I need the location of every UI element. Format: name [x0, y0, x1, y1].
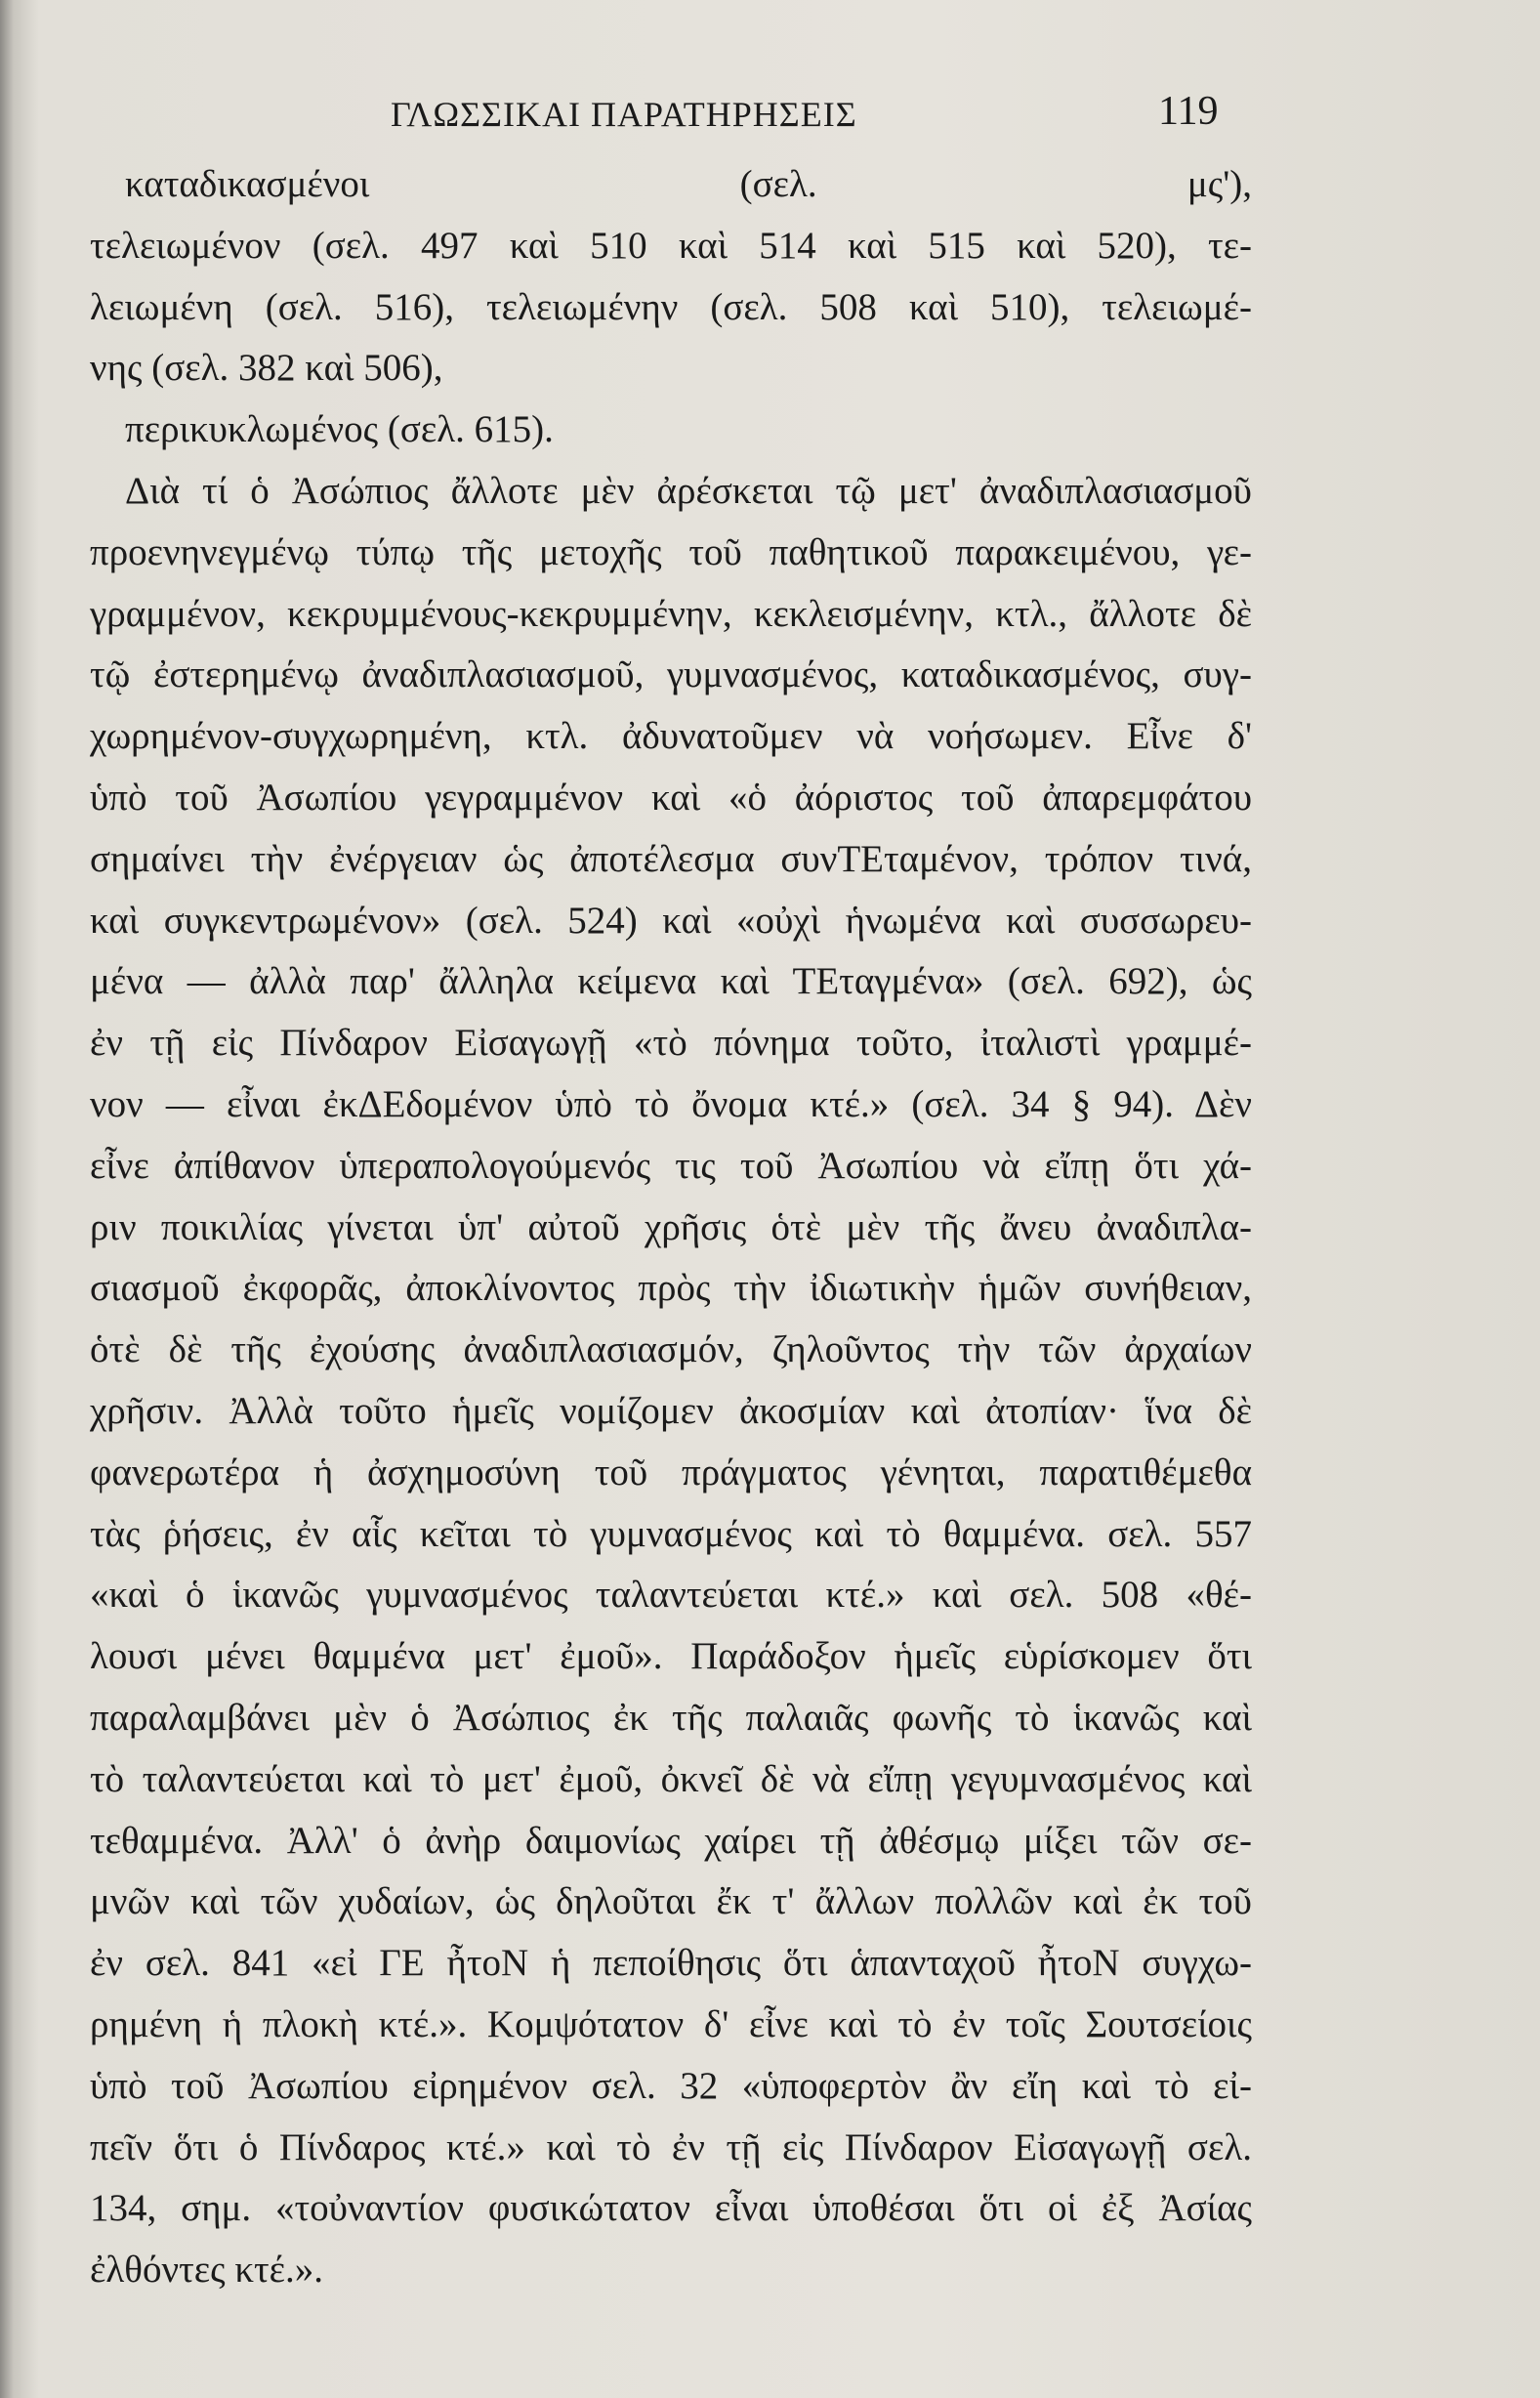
text-line: τεθαμμένα. Ἀλλ' ὁ ἀνὴρ δαιμονίως χαίρει τῇ ἀθέσμῳ μίξει τῶν σε-	[90, 1819, 1252, 1862]
text-line: ἐλθόντες κτέ.».	[90, 2249, 324, 2292]
text-line: χωρημένον-συγχωρημένη, κτλ. ἀδυνατοῦμεν νὰ νοήσωμεν. Εἶνε δ'	[90, 715, 1252, 758]
text-line: λειωμένη (σελ. 516), τελειωμένην (σελ. 508 καὶ 510), τελειωμέ-	[90, 285, 1252, 328]
text-line: χρῆσιν. Ἀλλὰ τοῦτο ἡμεῖς νομίζομεν ἀκοσμίαν καὶ ἀτοπίαν· ἵνα δὲ	[90, 1389, 1252, 1432]
text-line: φανερωτέρα ἡ ἀσχημοσύνη τοῦ πράγματος γένηται, παρατιθέμεθα	[90, 1451, 1252, 1493]
text-line: 134, σημ. «τοὐναντίον φυσικώτατον εἶναι ὑποθέσαι ὅτι οἱ ἐξ Ἀσίας	[90, 2187, 1252, 2230]
text-line: ὑπὸ τοῦ Ἀσωπίου εἰρημένον σελ. 32 «ὑποφερτὸν ἂν εἴη καὶ τὸ εἰ-	[90, 2064, 1252, 2107]
text-line: σιασμοῦ ἐκφορᾶς, ἀποκλίνοντος πρὸς τὴν ἰδιωτικὴν ἡμῶν συνήθειαν,	[90, 1267, 1252, 1310]
text-line: πεῖν ὅτι ὁ Πίνδαρος κτέ.» καὶ τὸ ἐν τῇ εἰς Πίνδαρον Εἰσαγωγῇ σελ.	[90, 2125, 1252, 2168]
text-line: εἶνε ἀπίθανον ὑπεραπολογούμενός τις τοῦ Ἀσωπίου νὰ εἴπῃ ὅτι χά-	[90, 1144, 1252, 1187]
text-line: νον — εἶναι ἐκΔΕδομένον ὑπὸ τὸ ὄνομα κτέ.» (σελ. 34 § 94). Δὲν	[90, 1082, 1252, 1125]
text-line: περικυκλωμένος (σελ. 615).	[125, 408, 554, 451]
text-line: τῷ ἐστερημένῳ ἀναδιπλασιασμοῦ, γυμνασμένος, καταδικασμένος, συγ-	[90, 653, 1252, 696]
text-line: ὑπὸ τοῦ Ἀσωπίου γεγραμμένον καὶ «ὁ ἀόριστος τοῦ ἀπαρεμφάτου	[90, 776, 1252, 819]
text-line: καταδικασμένοι (σελ. μς'),	[125, 163, 1252, 205]
text-line: τὰς ῥήσεις, ἐν αἷς κεῖται τὸ γυμνασμένος καὶ τὸ θαμμένα. σελ. 557	[90, 1512, 1252, 1555]
text-line: σημαίνει τὴν ἐνέργειαν ὡς ἀποτέλεσμα συνΤΕταμένον, τρόπον τινά,	[90, 837, 1252, 880]
text-line: μένα — ἀλλὰ παρ' ἄλληλα κείμενα καὶ ΤΕταγμένα» (σελ. 692), ὡς	[90, 960, 1252, 1003]
running-title: ΓΛΩΣΣΙΚΑΙ ΠΑΡΑΤΗΡΗΣΕΙΣ	[391, 95, 857, 134]
text-line: γραμμένον, κεκρυμμένους-κεκρυμμένην, κεκλεισμένην, κτλ., ἄλλοτε δὲ	[90, 592, 1252, 635]
page-body	[90, 154, 1252, 2301]
text-line: τελειωμένον (σελ. 497 καὶ 510 καὶ 514 καὶ 515 καὶ 520), τε-	[90, 224, 1252, 267]
text-line: ἐν τῇ εἰς Πίνδαρον Εἰσαγωγῇ «τὸ πόνημα τοῦτο, ἰταλιστὶ γραμμέ-	[90, 1022, 1252, 1065]
text-line: ὁτὲ δὲ τῆς ἐχούσης ἀναδιπλασιασμόν, ζηλοῦντος τὴν τῶν ἀρχαίων	[90, 1328, 1252, 1371]
text-line: ρημένη ἡ πλοκὴ κτέ.». Κομψότατον δ' εἶνε καὶ τὸ ἐν τοῖς Σουτσείοις	[90, 2002, 1252, 2045]
text-line: Διὰ τί ὁ Ἀσώπιος ἄλλοτε μὲν ἀρέσκεται τῷ μετ' ἀναδιπλασιασμοῦ	[125, 469, 1252, 512]
text-line: παραλαμβάνει μὲν ὁ Ἀσώπιος ἐκ τῆς παλαιᾶς φωνῆς τὸ ἱκανῶς καὶ	[90, 1696, 1252, 1739]
text-line: καὶ συγκεντρωμένον» (σελ. 524) καὶ «οὐχὶ ἡνωμένα καὶ συσσωρευ-	[90, 899, 1252, 942]
text-line: λουσι μένει θαμμένα μετ' ἐμοῦ». Παράδοξον ἡμεῖς εὑρίσκομεν ὅτι	[90, 1635, 1252, 1678]
text-line: νης (σελ. 382 καὶ 506),	[90, 347, 443, 390]
text-line: μνῶν καὶ τῶν χυδαίων, ὡς δηλοῦται ἔκ τ' ἄλλων πολλῶν καὶ ἐκ τοῦ	[90, 1880, 1252, 1923]
text-line: ριν ποικιλίας γίνεται ὑπ' αὐτοῦ χρῆσις ὁτὲ μὲν τῆς ἄνευ ἀναδιπλα-	[90, 1205, 1252, 1248]
text-line: τὸ ταλαντεύεται καὶ τὸ μετ' ἐμοῦ, ὀκνεῖ δὲ νὰ εἴπῃ γεγυμνασμένος καὶ	[90, 1757, 1252, 1800]
page-header	[0, 89, 1540, 143]
text-line: «καὶ ὁ ἱκανῶς γυμνασμένος ταλαντεύεται κτέ.» καὶ σελ. 508 «θέ-	[90, 1574, 1252, 1617]
text-line: προενηνεγμένῳ τύπῳ τῆς μετοχῆς τοῦ παθητικοῦ παρακειμένου, γε-	[90, 530, 1252, 573]
page-number: 119	[1158, 89, 1219, 134]
text-line: ἐν σελ. 841 «εἰ ΓΕ ἦτοΝ ἡ πεποίθησις ὅτι ἁπανταχοῦ ἦτοΝ συγχω-	[90, 1942, 1252, 1985]
